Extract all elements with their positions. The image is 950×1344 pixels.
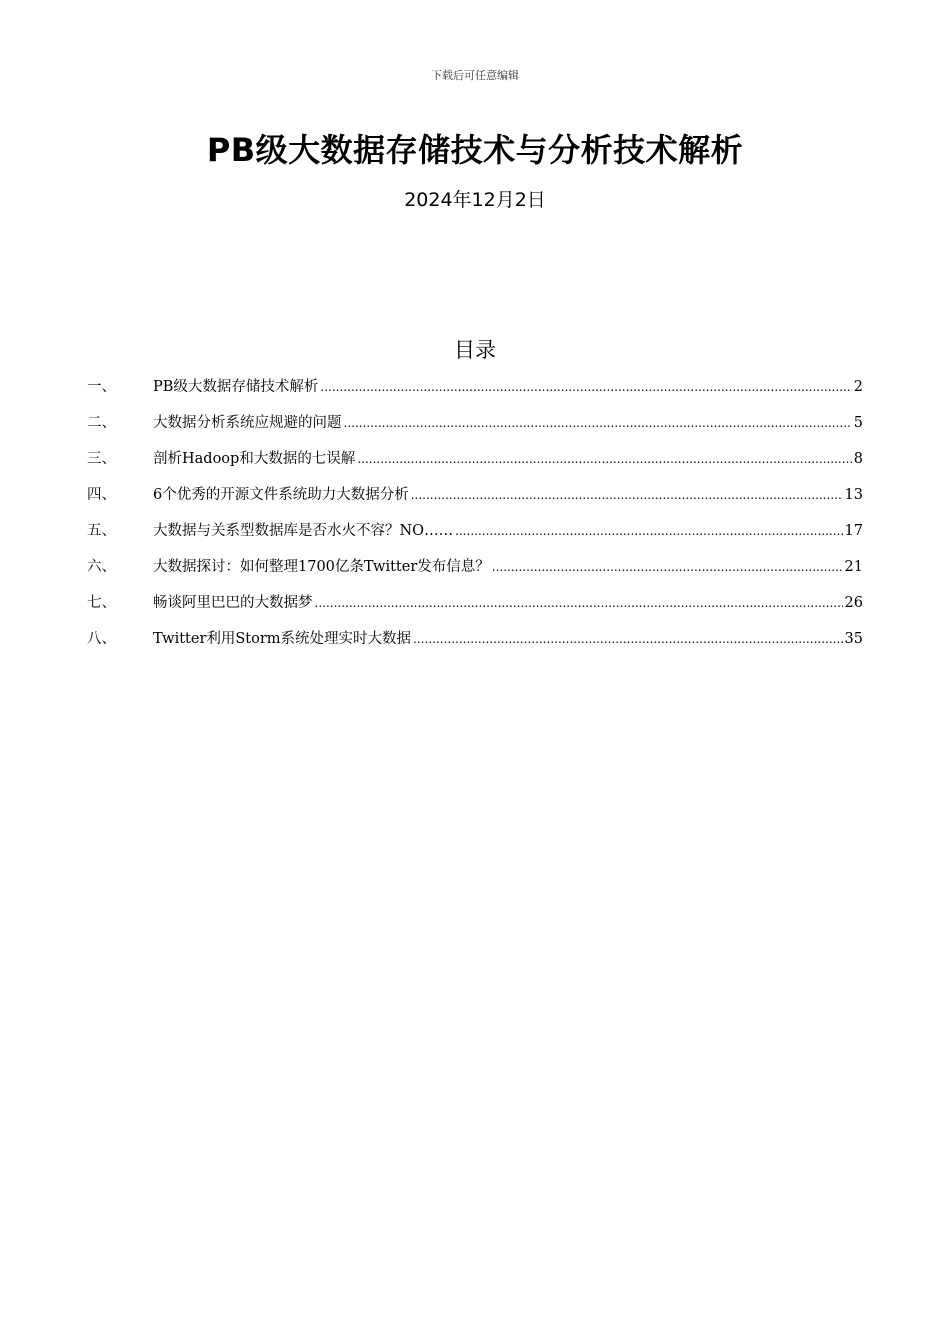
toc-dot-leader xyxy=(492,554,843,580)
toc-entry-5[interactable] xyxy=(87,518,863,554)
toc-entry-number: 六、 xyxy=(87,559,116,575)
toc-heading: 目录 xyxy=(454,338,496,362)
toc-dot-leader xyxy=(455,518,842,544)
toc-dot-leader xyxy=(357,446,851,472)
toc-entry-1[interactable] xyxy=(87,374,863,410)
toc-entry-7[interactable] xyxy=(87,590,863,626)
document-title: PB级大数据存储技术与分析技术解析 xyxy=(206,131,744,169)
toc-entry-page: 35 xyxy=(844,631,863,647)
toc-entry-title: 剖析Hadoop和大数据的七误解 xyxy=(153,451,356,467)
header-note: 下载后可任意编辑 xyxy=(431,69,519,82)
toc-entry-title: PB级大数据存储技术解析 xyxy=(153,379,319,395)
toc-entry-page: 17 xyxy=(844,523,863,539)
toc-entry-number: 三、 xyxy=(87,451,116,467)
toc-dot-leader xyxy=(413,626,843,652)
toc-entry-2[interactable] xyxy=(87,410,863,446)
table-of-contents xyxy=(87,374,863,662)
toc-entry-page: 2 xyxy=(853,379,863,395)
toc-entry-number: 八、 xyxy=(87,631,116,647)
toc-entry-4[interactable] xyxy=(87,482,863,518)
toc-entry-6[interactable] xyxy=(87,554,863,590)
toc-entry-title: Twitter利用Storm系统处理实时大数据 xyxy=(153,631,412,647)
toc-entry-page: 21 xyxy=(844,559,863,575)
toc-entry-number: 二、 xyxy=(87,415,116,431)
toc-entry-title: 大数据探讨：如何整理1700亿条Twitter发布信息？ xyxy=(153,559,490,575)
toc-entry-title: 大数据与关系型数据库是否水火不容？NO…… xyxy=(153,523,454,539)
toc-entry-title: 大数据分析系统应规避的问题 xyxy=(153,415,342,431)
toc-entry-page: 5 xyxy=(853,415,863,431)
toc-entry-title: 6个优秀的开源文件系统助力大数据分析 xyxy=(153,487,409,503)
toc-entry-number: 七、 xyxy=(87,595,116,611)
toc-dot-leader xyxy=(320,374,851,400)
toc-entry-page: 26 xyxy=(844,595,863,611)
toc-dot-leader xyxy=(411,482,843,508)
toc-entry-page: 13 xyxy=(844,487,863,503)
toc-entry-number: 五、 xyxy=(87,523,116,539)
toc-entry-8[interactable] xyxy=(87,626,863,662)
toc-dot-leader xyxy=(344,410,852,436)
toc-entry-3[interactable] xyxy=(87,446,863,482)
toc-entry-number: 四、 xyxy=(87,487,116,503)
toc-entry-page: 8 xyxy=(853,451,863,467)
toc-entry-title: 畅谈阿里巴巴的大数据梦 xyxy=(153,595,313,611)
toc-dot-leader xyxy=(315,590,843,616)
document-date: 2024年12月2日 xyxy=(404,189,546,211)
toc-entry-number: 一、 xyxy=(87,379,116,395)
